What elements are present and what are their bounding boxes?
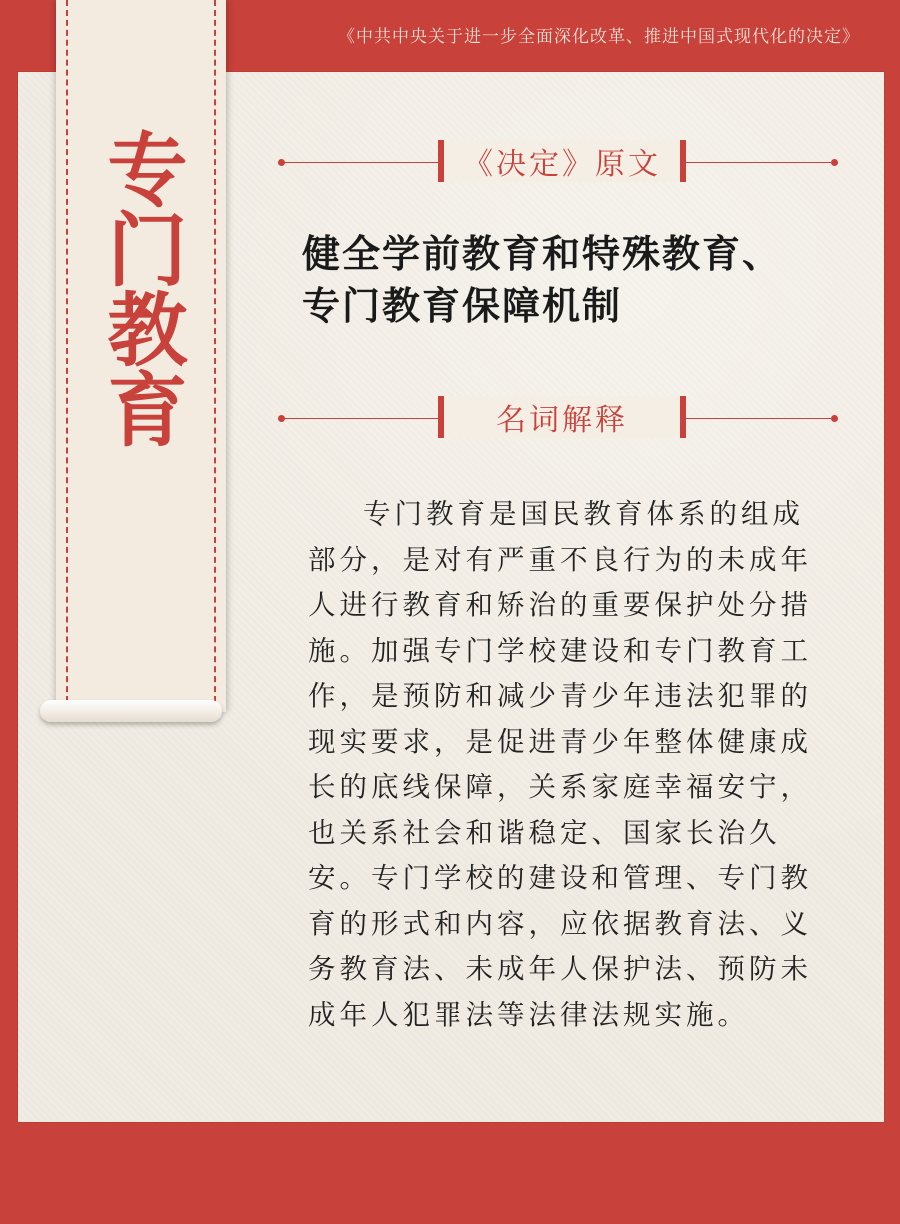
title-scroll-banner [56,0,226,712]
banner-char: 专 [94,128,188,208]
banner-title [56,128,226,588]
heading-label: 《决定》原文 [438,140,686,182]
decision-text-line: 健全学前教育和特殊教育、 [302,231,783,276]
scroll-roll-end [40,700,222,722]
decision-text [302,228,872,332]
banner-char: 教 [94,288,188,368]
decision-text-line: 专门教育保障机制 [302,283,623,328]
banner-char: 育 [94,368,188,448]
section-heading-original [280,140,836,186]
section-heading-glossary [280,396,836,442]
heading-label: 名词解释 [438,396,686,438]
glossary-definition: 专门教育是国民教育体系的组成部分，是对有严重不良行为的未成年人进行教育和矫治的重要保护处分措施。加强专门学校建设和专门教育工作，是预防和减少青少年违法犯罪的现实要求，是促进青少年整体健康成长的底线保障，关系家庭幸福安宁，也关系社会和谐稳定、国家长治久安。专门学校的建设和管理、专门教育的形式和内容，应依据教育法、义务教育法、未成年人保护法、预防未成年人犯罪法等法律法规实施。 [308,498,812,1031]
banner-char: 门 [94,208,188,288]
header-caption: 《中共中央关于进一步全面深化改革、推进中国式现代化的决定》 [338,27,860,47]
